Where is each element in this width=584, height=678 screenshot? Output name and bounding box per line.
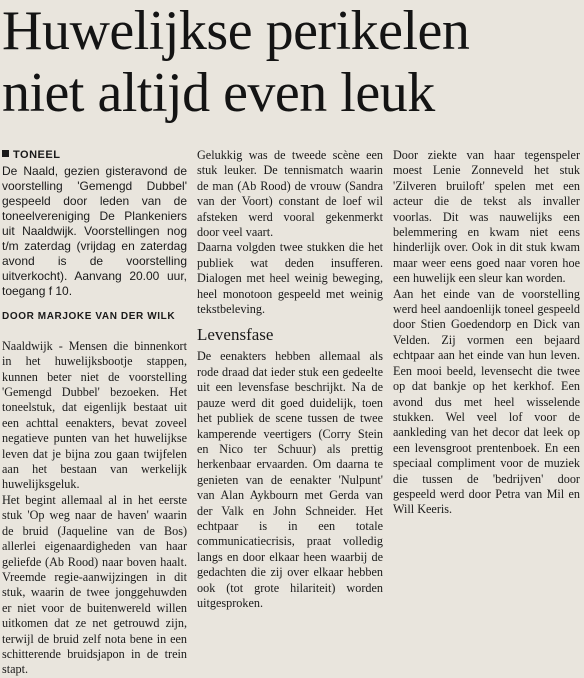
body-paragraph: Het begint allemaal al in het eerste stuk 'Op weg naar de haven' waarin de bruid (Jaqueline van de Bos) allerlei eigenaardigheden van haar geliefde (Ab Rood) naar boven haalt. Vreemde regie-aanwijzingen in dit stuk, waarin de twee jonggehuwden er niet voor de buitenwereld willen uitkomen dat ze net getrouwd zijn, terwijl de bruid zelf nota bene in een schitterende bruidsjapon in de trein stapt.	[2, 492, 187, 677]
byline: DOOR MARJOKE VAN DER WILK	[2, 311, 176, 323]
column-1	[2, 148, 187, 677]
body-paragraph: Aan het einde van de voorstelling werd heel aandoenlijk toneel gespeeld door Stien Goedendorp en Dick van Velden. Zij vormen een bejaard echtpaar aan het einde van hun leven. Een mooi beeld, levensecht die twee op dat bankje op het kerkhof. Een avond dus met heel wisselende stukken. Wel veel lof voor de aankleding van het decor dat leek op een levensgroot prentenboek. En een speciaal compliment voor de muziek die tussen de 'bedrijven' door gespeeld werd door Petra van Mil en Will Keeris.	[393, 286, 580, 517]
column-3	[393, 148, 580, 618]
rubric-label: TONEEL	[13, 149, 61, 161]
body-paragraph: Door ziekte van haar tegenspeler moest Lenie Zonneveld het stuk 'Zilveren bruiloft' spelen met een acteur die de tekst als invaller voorlas. Dit was nauwelijks een belemmering en kwam niet eens hinderlijk over. Ook in dit stuk kwam maar weer eens goed naar voren hoe een huwelijk een sleur kan worden.	[393, 148, 580, 286]
square-bullet-icon	[2, 150, 9, 157]
headline	[2, 0, 582, 124]
body-paragraph: Daarna volgden twee stukken die het publiek wat deden insufferen. Dialogen met heel weinig beweging, heel monotoon gespeeld met weinig tekstbeleving.	[197, 240, 383, 317]
column-2	[197, 148, 383, 618]
headline-line-1: Huwelijkse perikelen	[2, 0, 470, 62]
body-paragraph: Naaldwijk - Mensen die binnenkort in het huwelijksbootje stappen, kunnen beter niet de voorstelling 'Gemengd Dubbel' bezoeken. Het toneelstuk, dat eigenlijk bestaat uit een achttal eenakters, bevat zoveel negatieve punten van het huwelijkse leven dat je bijna zou gaan twijfelen aan het bestaan van werkelijk huwelijksgeluk.	[2, 338, 187, 492]
article-intro: De Naald, gezien gisteravond de voorstelling 'Gemengd Dubbel' gespeeld door leden van de toneelvereniging De Plankeniers uit Naaldwijk. Voorstellingen nog t/m zaterdag (vrijdag en zaterdag avond is de voorstelling uitverkocht). Aanvang 20.00 uur, toegang f 10.	[2, 164, 187, 299]
section-rubric	[2, 148, 187, 163]
subheading: Levensfase	[197, 325, 274, 345]
headline-line-2: niet altijd even leuk	[2, 62, 435, 124]
body-paragraph: De eenakters hebben allemaal als rode draad dat ieder stuk een gedeelte uit een levensfase beschrijkt. Na de pauze werd dit goed duidelijk, toen het publiek de scene tussen de twee kamperende veertigers (Corry Stein en Nico ter Schuur) als prettig herkenbaar ervaarden. Om daarna te genieten van de eenakter 'Nulpunt' van Alan Aykbourn met Gerda van der Valk en John Schneider. Het echtpaar is in een totale communicatiecrisis, praat volledig langs en door elkaar heen waarbij de gedachten die zij over elkaar hebben ook (tot grote hilariteit) worden uitgesproken.	[197, 349, 383, 610]
body-paragraph: Gelukkig was de tweede scène een stuk leuker. De tennismatch waarin de man (Ab Rood) de vrouw (Sandra van der Voort) constant de loef wil afsteken werd vooral gekenmerkt door veel vaart.	[197, 148, 383, 240]
